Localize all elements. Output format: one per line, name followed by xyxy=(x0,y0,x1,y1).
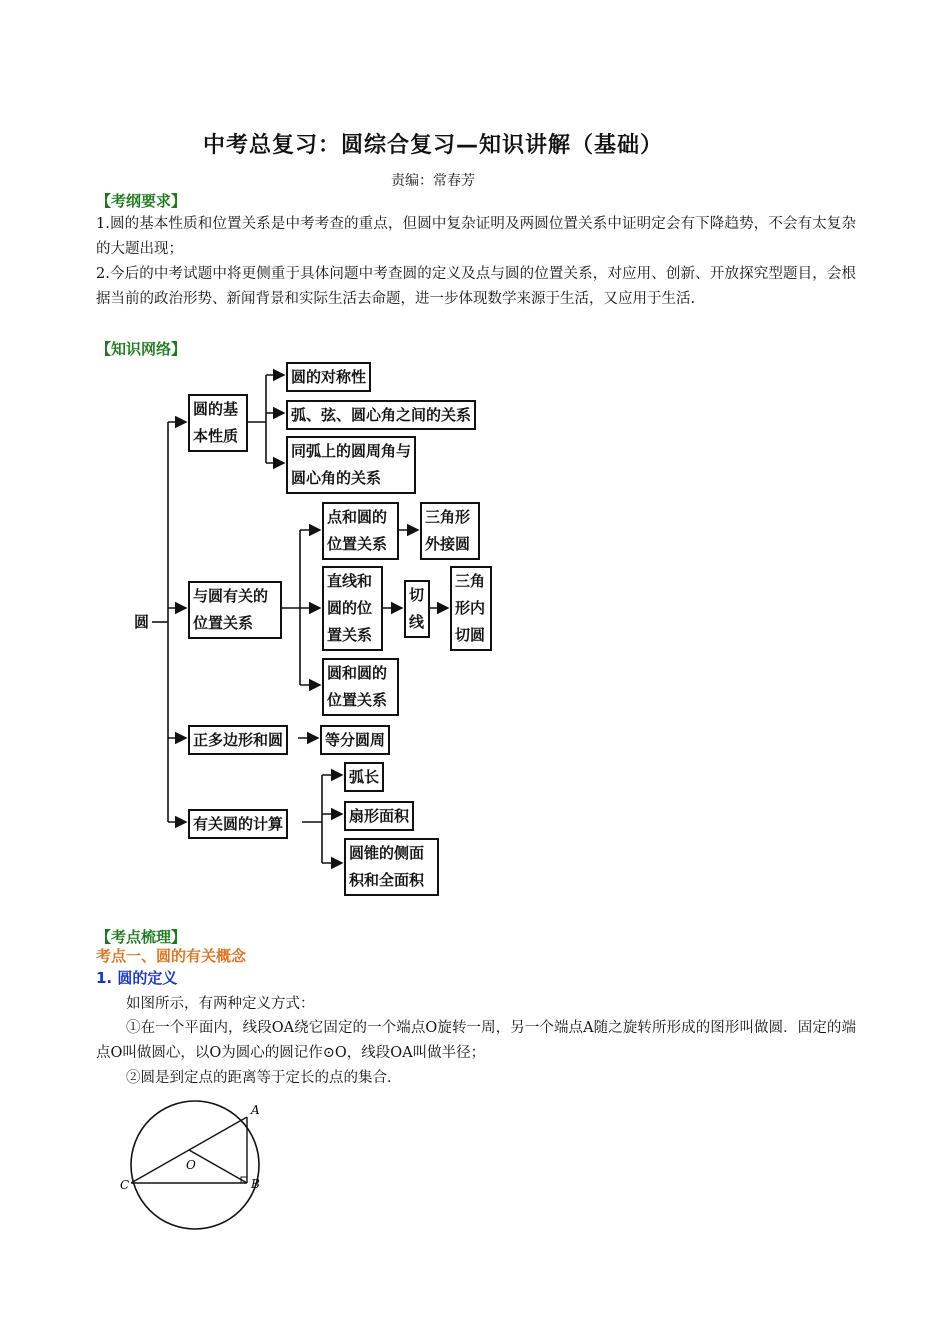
node-symmetry: 圆的对称性 xyxy=(286,362,371,392)
circle-figure xyxy=(120,1090,280,1250)
point-b-label: B xyxy=(251,1177,260,1191)
node-circle-circle: 圆和圆的位置关系 xyxy=(322,658,399,716)
network-heading: 【知识网络】 xyxy=(96,340,187,358)
node-point-circle: 点和圆的位置关系 xyxy=(322,502,399,560)
node-polygon: 正多边形和圆 xyxy=(188,725,288,755)
requirement-item-2: 2.今后的中考试题中将更侧重于具体问题中考查圆的定义及点与圆的位置关系，对应用、创新、开放探究型题目，会根据当前的政治形势、新闻背景和实际生活去命题，进一步体现数学来源于生活，又应用于生活. xyxy=(96,266,856,307)
node-tangent: 切线 xyxy=(404,580,430,638)
node-incircle: 三角形内切圆 xyxy=(450,566,492,651)
node-position: 与圆有关的位置关系 xyxy=(188,581,282,639)
network-root: 圆 xyxy=(134,613,150,631)
page-title: 中考总复习：圆综合复习—知识讲解（基础） xyxy=(202,133,663,158)
points-heading: 【考点梳理】 xyxy=(96,928,187,946)
definition-1: ①在一个平面内，线段OA绕它固定的一个端点O旋转一周，另一个端点A随之旋转所形成的图形叫做圆．固定的端点O叫做圆心，以O为圆心的圆记作⊙O，线段OA叫做半径； xyxy=(96,1020,856,1061)
node-same-arc: 同弧上的圆周角与圆心角的关系 xyxy=(286,436,416,494)
node-calc: 有关圆的计算 xyxy=(188,809,288,839)
node-arc-length: 弧长 xyxy=(344,762,384,792)
node-basic-properties: 圆的基本性质 xyxy=(188,394,248,452)
requirements-heading: 【考纲要求】 xyxy=(96,192,187,210)
point-a-label: A xyxy=(251,1103,260,1117)
definition-2: ②圆是到定点的距离等于定长的点的集合． xyxy=(126,1070,402,1086)
editor-line: 责编：常春芳 xyxy=(391,173,475,189)
subsection-1-heading: 1. 圆的定义 xyxy=(96,969,178,987)
node-circumcircle: 三角形外接圆 xyxy=(420,502,480,560)
node-cone: 圆锥的侧面积和全面积 xyxy=(344,838,439,896)
node-equal-division: 等分圆周 xyxy=(320,725,390,755)
point-c-label: C xyxy=(120,1178,130,1192)
point-o-label: O xyxy=(186,1158,196,1172)
node-line-circle: 直线和圆的位置关系 xyxy=(322,566,383,651)
node-arc-chord: 弧、弦、圆心角之间的关系 xyxy=(286,400,476,430)
node-sector-area: 扇形面积 xyxy=(344,801,414,831)
definition-intro: 如图所示，有两种定义方式： xyxy=(126,996,315,1012)
requirement-item-1: 1.圆的基本性质和位置关系是中考考查的重点，但圆中复杂证明及两圆位置关系中证明定会有下降趋势，不会有太复杂的大题出现； xyxy=(96,216,856,257)
section-1-heading: 考点一、圆的有关概念 xyxy=(96,947,247,965)
